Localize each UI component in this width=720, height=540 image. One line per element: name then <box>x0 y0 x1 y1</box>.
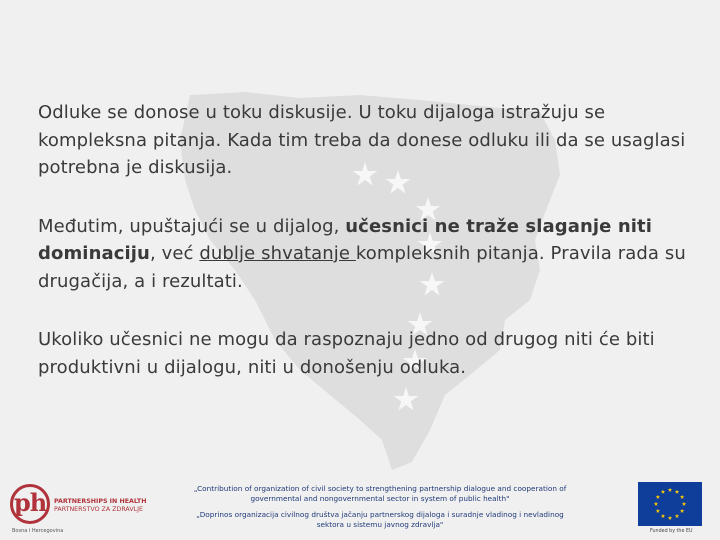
paragraph-1: Odluke se donose u toku diskusije. U toku dijaloga istražuju se kompleksna pitanja. Kada tim treba da donese odluku ili da se usaglasi potrebna je diskusija. <box>38 102 686 178</box>
eu-flag-icon <box>638 482 702 526</box>
paragraph-2 <box>38 213 688 296</box>
paragraph-3: Ukoliko učesnici ne mogu da raspoznaju jedno od drugog niti će biti produktivni u dijalogu, niti u donošenju odluka. <box>38 329 655 378</box>
project-credit-english: „Contribution of organization of civil society to strengthening partnership dialogue and cooperation of governmental and nongovernmental sector in system of public health" <box>193 484 567 504</box>
logo-line-2: PARTNERSTVO ZA ZDRAVLJE <box>54 506 143 513</box>
slide-body <box>38 99 688 412</box>
logo-line-1: PARTNERSHIPS IN HEALTH <box>54 498 147 505</box>
logo-mark: ph <box>14 488 47 517</box>
paragraph-2-text-c: , već <box>149 243 200 264</box>
logo-line-3: Bosna i Hercegovina <box>12 528 64 534</box>
paragraph-2-text-a: Međutim, upuštajući se u dijalog, <box>38 215 346 237</box>
paragraph-2-bold: učesnici ne traže slaganje niti dominaciju <box>38 215 653 264</box>
paragraph-2-underlined: dublje shvatanje <box>199 243 356 264</box>
project-credit-local: „Doprinos organizacija civilnog društva jačanju partnerskog dijaloga i suradnje vladinog i nevladinog sektora u sistemu javnog zdravlja" <box>196 510 564 530</box>
partnerships-in-health-logo <box>10 484 147 538</box>
eu-caption: Funded by the EU <box>650 529 693 534</box>
paragraph-2-text-e: kompleksnih pitanja. Pravila rada su drugačija, a i rezultati. <box>38 243 686 292</box>
